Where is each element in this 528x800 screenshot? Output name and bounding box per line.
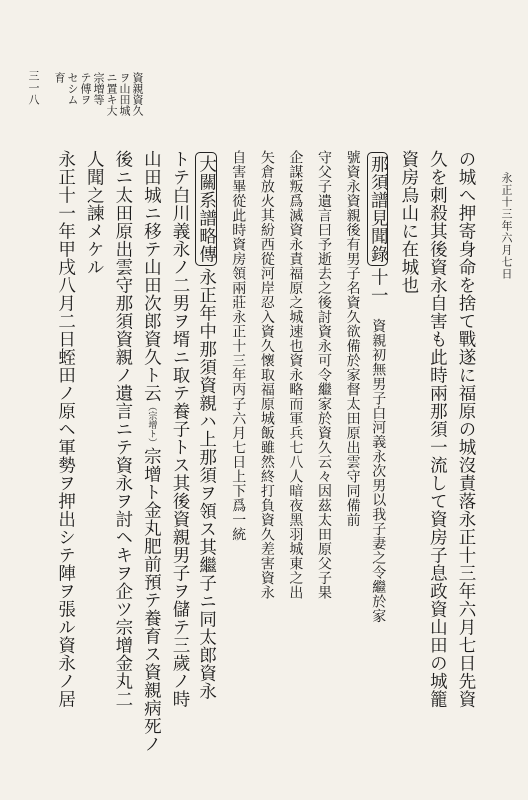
text-segment: 守父子遺言曰予逝去之後討資永可令繼家於資久云々因茲太田原父子果	[316, 150, 332, 600]
text-column	[85, 150, 103, 276]
marginal-note-line: セシム	[66, 72, 79, 105]
text-column	[56, 150, 74, 708]
marginal-note-line: テ傅ヲ	[79, 72, 92, 105]
text-segment: 久を刺殺其後資永自害も此時兩那須一流して資房子息政資山田の城籠	[427, 150, 448, 708]
interlinear-annotation: （宗增ト）	[146, 402, 157, 447]
text-segment: 山田城ニ移テ山田次郎資久ト云	[141, 150, 162, 402]
text-column	[171, 150, 189, 708]
page-number: 三一八	[27, 70, 40, 106]
text-segment: 自害畢從此時資房領兩莊永正十三年丙子六月七日上下爲一統	[230, 150, 247, 542]
text-column	[346, 150, 360, 527]
text-column	[260, 150, 274, 600]
text-column	[399, 150, 417, 294]
running-header-date: 永正十三年六月七日	[500, 172, 513, 280]
text-segment: 永正十一年甲戌八月二日蛭田ノ原ヘ軍勢ヲ押出シテ陣ヲ張ル資永ノ居	[55, 150, 76, 708]
text-column	[428, 150, 446, 708]
text-column	[457, 150, 475, 708]
text-column	[317, 150, 331, 600]
text-segment: 後ニ太田原出雲守那須資親ノ遺言ニテ資永ヲ討ヘキヲ企ツ宗增金丸二	[112, 150, 133, 708]
marginal-note-line: ニ置キ大	[105, 72, 118, 116]
marginal-note-line: 育	[53, 72, 66, 83]
text-column	[231, 150, 245, 542]
marginal-note-line: 資親資久	[131, 72, 144, 116]
source-title-box: 那須譜見聞錄	[367, 152, 389, 266]
text-segment: 矢倉放火其紛西從河岸忍入資久懷取福原城飯雖然終打負資久差害資永	[258, 150, 275, 600]
marginal-note-line: 宗増等	[92, 72, 105, 105]
text-segment: トテ白川義永ノ二男ヲ壻ニ取テ養子トス其後資親男子ヲ儲テ三歲ノ時	[170, 150, 190, 708]
text-segment: 永正年中那須資親ハ上那須ヲ領ス其繼子ニ同太郎資永	[196, 268, 217, 700]
text-segment: 宗增ト金丸肥前預テ養育ス資親病死ノ	[141, 447, 162, 753]
text-column	[142, 150, 160, 753]
source-title-box: 大關系譜略傳	[195, 152, 217, 266]
text-column	[113, 150, 131, 708]
text-column	[195, 150, 217, 700]
text-segment: 資房烏山に在城也	[398, 150, 419, 294]
text-segment: 十一	[368, 268, 389, 304]
text-segment: の城へ押寄身命を捨て戰遂に福原の城沒責落永正十三年六月七日先資	[456, 150, 476, 708]
text-segment: 人聞之諫メケル	[84, 150, 105, 276]
text-segment: 號資永資親後有男子名資久欲備於家督太田原出雲守同備前	[344, 150, 361, 527]
text-column	[288, 150, 302, 600]
text-column	[367, 150, 389, 623]
text-segment: 企謀叛爲滅資永責福原之城速也資永略而軍兵七八人暗夜黑羽城東之出	[287, 150, 304, 600]
text-segment: 資親初無男子白河義永次男以我子妻之令繼於家	[370, 304, 387, 623]
marginal-note-line: ヲ山田城	[118, 72, 131, 116]
